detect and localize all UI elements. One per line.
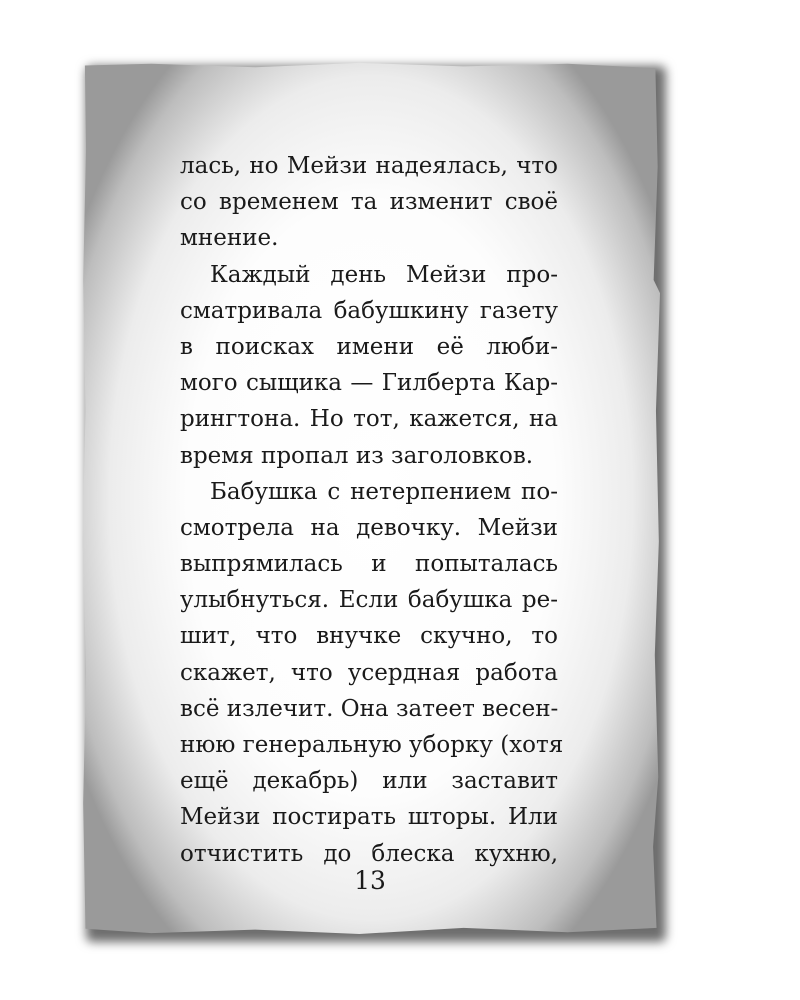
text-line: время пропал из заголовков. bbox=[180, 442, 534, 469]
text-line: в поисках имени её люби- bbox=[180, 333, 558, 360]
text-line: лась, но Мейзи надеялась, что bbox=[180, 153, 558, 179]
text-line: Мейзи постирать шторы. Или bbox=[180, 804, 558, 831]
body-text bbox=[180, 148, 564, 872]
text-line: нюю генеральную уборку (хотя bbox=[180, 732, 564, 758]
page-number: 13 bbox=[354, 866, 386, 895]
text-line: сматривала бабушкину газету bbox=[180, 297, 558, 324]
text-line: всё излечит. Она затеет весен- bbox=[180, 695, 559, 722]
text-line: выпрямилась и попыталась bbox=[180, 551, 558, 578]
text-line: ещё декабрь) или заставит bbox=[180, 768, 558, 795]
text-line: отчистить до блеска кухню, bbox=[180, 840, 558, 867]
text-line: рингтона. Но тот, кажется, на bbox=[180, 406, 558, 433]
text-line: Бабушка с нетерпением по- bbox=[210, 478, 558, 505]
text-line: Каждый день Мейзи про- bbox=[210, 261, 558, 288]
text-line: смотрела на девочку. Мейзи bbox=[180, 514, 558, 541]
text-line: шит, что внучке скучно, то bbox=[180, 623, 558, 650]
text-line: улыбнуться. Если бабушка ре- bbox=[180, 587, 558, 614]
text-line: мнение. bbox=[180, 225, 279, 252]
text-line: мого сыщика — Гилберта Кар- bbox=[180, 370, 558, 397]
text-line: со временем та изменит своё bbox=[180, 189, 558, 216]
text-line: скажет, что усердная работа bbox=[180, 659, 558, 686]
